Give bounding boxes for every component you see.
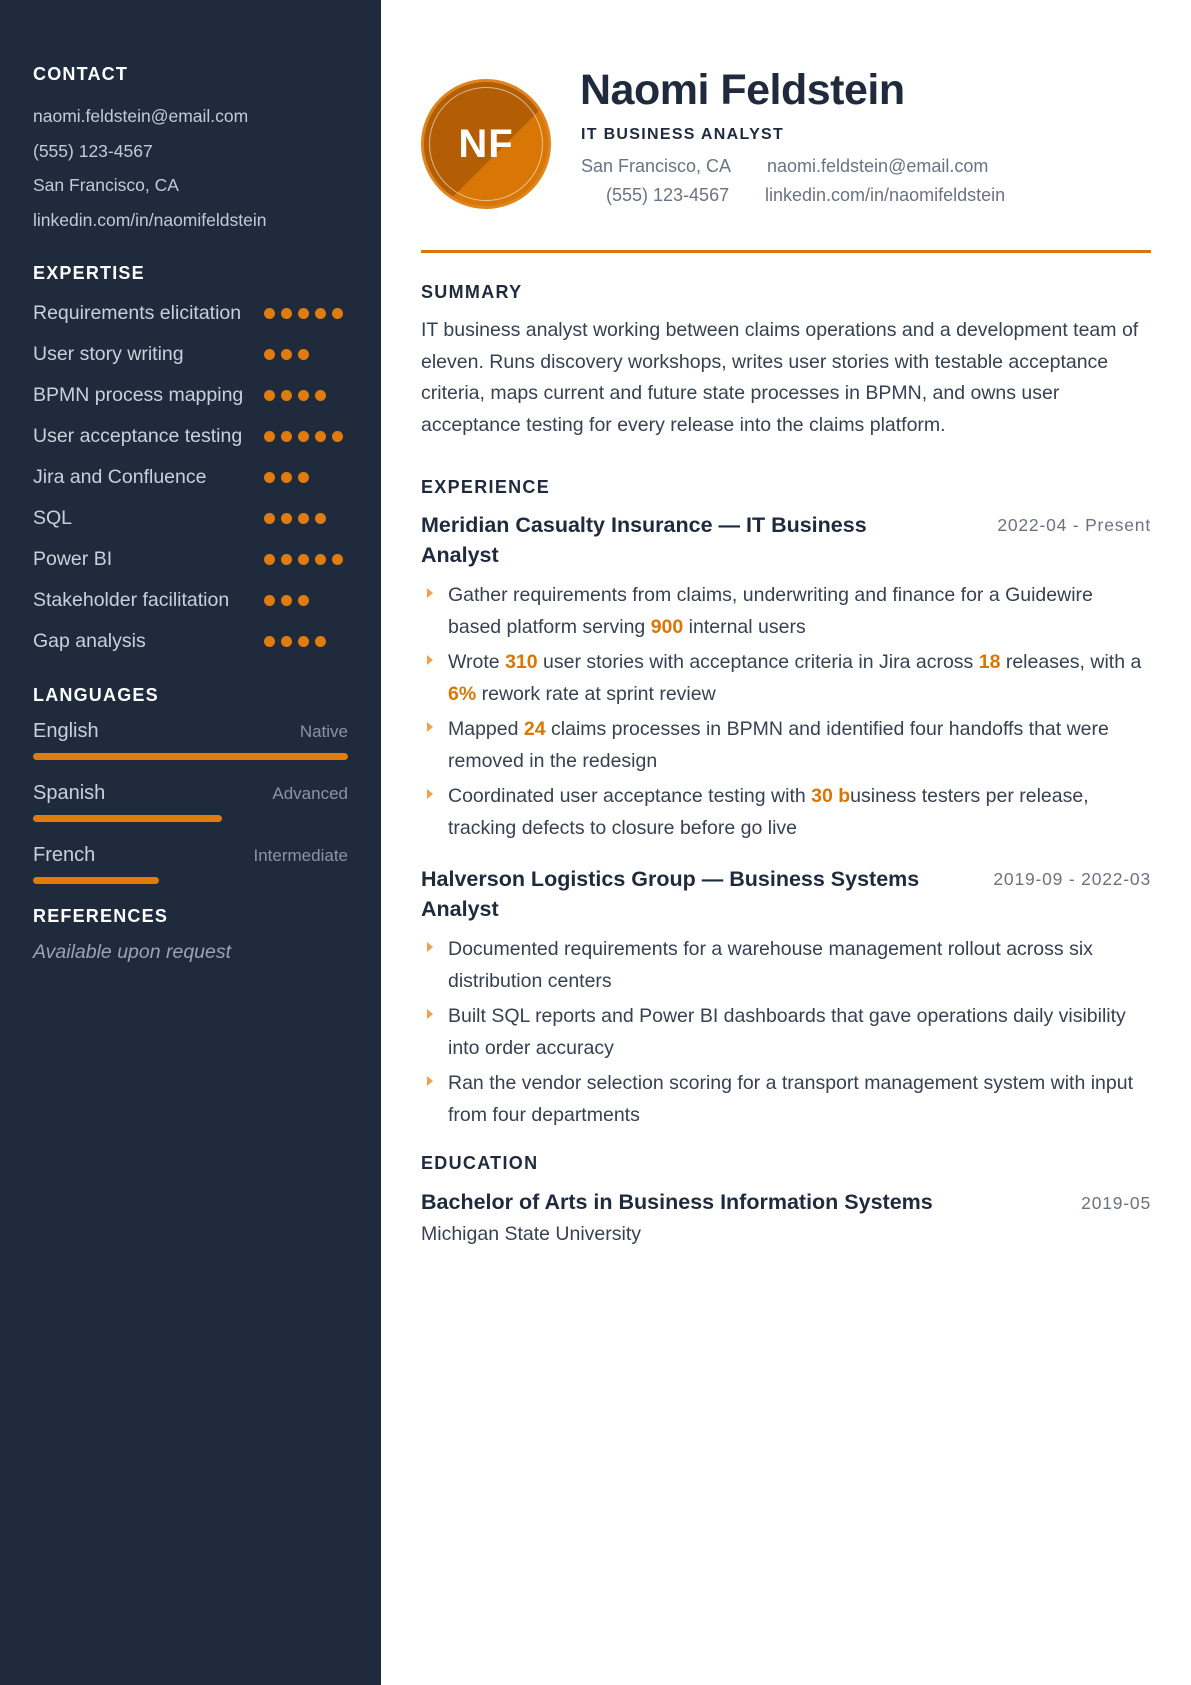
rating-dot xyxy=(281,349,292,360)
bullet-segment: Built SQL reports and Power BI dashboards that gave operations daily visibility into order accuracy xyxy=(448,1005,1126,1059)
bullet-segment: Gather requirements from claims, underwriting and finance for a Guidewire based platform serving xyxy=(448,584,1093,638)
job-bullet xyxy=(421,714,1151,777)
language-name: English xyxy=(33,720,99,742)
skill-rating xyxy=(264,431,348,442)
rating-dot xyxy=(281,431,292,442)
rating-dot xyxy=(298,595,309,606)
header-email[interactable]: naomi.feldstein@email.com xyxy=(767,156,989,176)
rating-dot xyxy=(332,308,343,319)
languages-heading: LANGUAGES xyxy=(33,685,159,705)
skill-rating xyxy=(264,554,348,565)
language-header xyxy=(33,782,348,805)
job-bullet xyxy=(421,1001,1151,1064)
bullet-arrow-icon xyxy=(421,580,448,643)
job-bullet xyxy=(421,580,1151,643)
rating-dot xyxy=(315,308,326,319)
language-item xyxy=(33,844,348,884)
skill-name: Gap analysis xyxy=(33,630,146,652)
highlight-metric: 900 xyxy=(650,615,684,638)
skill-name: User acceptance testing xyxy=(33,425,243,447)
main-content xyxy=(421,0,1151,1250)
bullet-text xyxy=(448,1001,1151,1064)
sidebar xyxy=(0,0,381,1685)
skill-name: Power BI xyxy=(33,548,113,570)
education-degree: Bachelor of Arts in Business Information Systems xyxy=(421,1190,933,1214)
highlight-metric: 18 xyxy=(978,651,1001,673)
highlight-metric: 6% xyxy=(448,682,477,705)
references-section xyxy=(33,906,348,964)
language-proficiency-bar xyxy=(33,753,348,760)
language-proficiency-bar xyxy=(33,877,159,884)
skill-name: BPMN process mapping xyxy=(33,384,244,406)
language-item xyxy=(33,720,348,760)
rating-dot xyxy=(332,431,343,442)
skill-row xyxy=(33,503,348,534)
rating-dot xyxy=(281,595,292,606)
candidate-role: IT BUSINESS ANALYST xyxy=(581,126,785,143)
skill-row xyxy=(33,585,348,616)
rating-dot xyxy=(264,390,275,401)
bullet-segment: user stories with acceptance criteria in Jira across xyxy=(537,651,979,673)
expertise-section xyxy=(33,263,348,657)
contact-heading: CONTACT xyxy=(33,64,129,84)
languages-list xyxy=(33,720,348,884)
bullet-text xyxy=(448,934,1151,997)
job-title: Halverson Logistics Group — Business Systems Analyst xyxy=(421,867,920,921)
rating-dot xyxy=(315,513,326,524)
references-heading: REFERENCES xyxy=(33,906,169,926)
job-entry xyxy=(421,510,1151,844)
skill-name: SQL xyxy=(33,507,73,529)
expertise-list xyxy=(33,298,348,657)
job-bullet xyxy=(421,1068,1151,1131)
bullet-segment: Wrote xyxy=(448,651,506,673)
rating-dot xyxy=(264,308,275,319)
education-section xyxy=(421,1153,1151,1250)
job-bullets xyxy=(421,580,1151,844)
job-header xyxy=(421,510,1151,570)
language-level: Intermediate xyxy=(253,846,348,865)
bullet-arrow-icon xyxy=(421,1068,448,1131)
rating-dot xyxy=(264,554,275,565)
bullet-text xyxy=(448,1068,1151,1131)
rating-dot xyxy=(264,595,275,606)
rating-dot xyxy=(298,349,309,360)
job-dates: 2022-04 - Present xyxy=(997,515,1151,535)
avatar-initials: NF xyxy=(458,121,514,166)
skill-rating xyxy=(264,636,348,647)
bullet-segment: internal users xyxy=(683,615,806,638)
candidate-name: Naomi Feldstein xyxy=(580,66,905,114)
rating-dot xyxy=(315,636,326,647)
header-location: San Francisco, CA xyxy=(581,156,732,176)
language-item xyxy=(33,782,348,822)
bullet-segment: Documented requirements for a warehouse management rollout across six distribution centers xyxy=(448,938,1093,992)
rating-dot xyxy=(264,472,275,483)
rating-dot xyxy=(315,390,326,401)
resume-header xyxy=(421,0,1151,252)
skill-rating xyxy=(264,390,348,401)
job-bullet xyxy=(421,934,1151,997)
education-heading: EDUCATION xyxy=(421,1153,539,1173)
bullet-text xyxy=(448,647,1151,710)
avatar xyxy=(421,79,551,209)
language-name: French xyxy=(33,844,96,866)
rating-dot xyxy=(298,431,309,442)
summary-text: IT business analyst working between claims operations and a development team of eleven. Runs discovery workshops, writes user stories with testable acceptance criteria, maps current and future state processes in BPMN, and owns user acceptance testing for every release into the claims platform. xyxy=(421,319,1139,436)
job-title: Meridian Casualty Insurance — IT Business Analyst xyxy=(421,513,867,567)
experience-heading: EXPERIENCE xyxy=(421,477,551,497)
rating-dot xyxy=(264,636,275,647)
education-school: Michigan State University xyxy=(421,1223,642,1245)
rating-dot xyxy=(281,513,292,524)
contact-phone[interactable]: (555) 123-4567 xyxy=(33,140,153,161)
job-entry xyxy=(421,864,1151,1131)
rating-dot xyxy=(264,513,275,524)
skill-row xyxy=(33,626,348,657)
summary-heading: SUMMARY xyxy=(421,282,523,302)
expertise-heading: EXPERTISE xyxy=(33,263,145,283)
rating-dot xyxy=(298,472,309,483)
bullet-segment: releases, with a xyxy=(1000,651,1142,673)
language-header xyxy=(33,720,348,743)
skill-name: User story writing xyxy=(33,343,184,365)
references-text: Available upon request xyxy=(33,941,232,963)
bullet-segment: Coordinated user acceptance testing with xyxy=(448,785,812,807)
skill-rating xyxy=(264,595,348,606)
rating-dot xyxy=(281,472,292,483)
skill-row xyxy=(33,544,348,575)
job-dates: 2019-09 - 2022-03 xyxy=(993,869,1151,889)
rating-dot xyxy=(264,349,275,360)
language-name: Spanish xyxy=(33,782,106,804)
skill-name: Stakeholder facilitation xyxy=(33,589,230,611)
language-proficiency-bar xyxy=(33,815,222,822)
bullet-text xyxy=(448,714,1151,777)
highlight-metric: 24 xyxy=(523,718,546,740)
rating-dot xyxy=(281,636,292,647)
rating-dot xyxy=(298,636,309,647)
job-bullet xyxy=(421,647,1151,710)
skill-rating xyxy=(264,513,348,524)
skill-rating xyxy=(264,308,348,319)
languages-section xyxy=(33,685,348,884)
bullet-arrow-icon xyxy=(421,1001,448,1064)
skill-name: Requirements elicitation xyxy=(33,302,242,324)
bullet-segment: Ran the vendor selection scoring for a transport management system with input from four departments xyxy=(448,1072,1134,1126)
contact-email[interactable]: naomi.feldstein@email.com xyxy=(33,106,249,126)
skill-rating xyxy=(264,472,348,483)
experience-section xyxy=(421,477,1151,1131)
bullet-arrow-icon xyxy=(421,714,448,777)
skill-row xyxy=(33,339,348,370)
bullet-segment: Mapped xyxy=(448,718,524,740)
contact-section xyxy=(33,64,348,237)
summary-section xyxy=(421,282,1151,441)
rating-dot xyxy=(264,431,275,442)
skill-row xyxy=(33,298,348,329)
rating-dot xyxy=(281,390,292,401)
education-entry xyxy=(421,1186,1151,1218)
bullet-arrow-icon xyxy=(421,647,448,710)
rating-dot xyxy=(332,554,343,565)
jobs-list xyxy=(421,510,1151,1131)
bullet-arrow-icon xyxy=(421,781,448,844)
rating-dot xyxy=(281,308,292,319)
education-date: 2019-05 xyxy=(1081,1193,1151,1213)
contact-location: San Francisco, CA xyxy=(33,175,179,195)
language-level: Advanced xyxy=(272,784,348,803)
header-phone[interactable]: (555) 123-4567 xyxy=(606,185,730,205)
job-bullets xyxy=(421,934,1151,1131)
skill-row xyxy=(33,421,348,452)
skill-row xyxy=(33,380,348,411)
rating-dot xyxy=(298,513,309,524)
header-linkedin[interactable]: linkedin.com/in/naomifeldstein xyxy=(765,185,1006,205)
skill-row xyxy=(33,462,348,493)
job-bullet xyxy=(421,781,1151,844)
contact-linkedin[interactable]: linkedin.com/in/naomifeldstein xyxy=(33,209,267,230)
rating-dot xyxy=(298,554,309,565)
bullet-arrow-icon xyxy=(421,934,448,997)
header-divider xyxy=(421,250,1151,253)
bullet-text xyxy=(448,580,1151,643)
rating-dot xyxy=(315,554,326,565)
job-header xyxy=(421,864,1151,924)
rating-dot xyxy=(298,308,309,319)
highlight-metric: 310 xyxy=(505,651,538,673)
language-level: Native xyxy=(299,722,348,741)
rating-dot xyxy=(315,431,326,442)
rating-dot xyxy=(298,390,309,401)
highlight-metric: 30 b xyxy=(811,785,851,807)
bullet-segment: claims processes in BPMN and identified four handoffs that were removed in the redesign xyxy=(448,718,1109,772)
skill-name: Jira and Confluence xyxy=(33,466,207,488)
language-header xyxy=(33,844,348,867)
rating-dot xyxy=(281,554,292,565)
bullet-text xyxy=(448,781,1151,844)
skill-rating xyxy=(264,349,348,360)
bullet-segment: rework rate at sprint review xyxy=(476,682,716,705)
bullet-segment: usiness testers per release, tracking defects to closure before go live xyxy=(448,785,1089,839)
